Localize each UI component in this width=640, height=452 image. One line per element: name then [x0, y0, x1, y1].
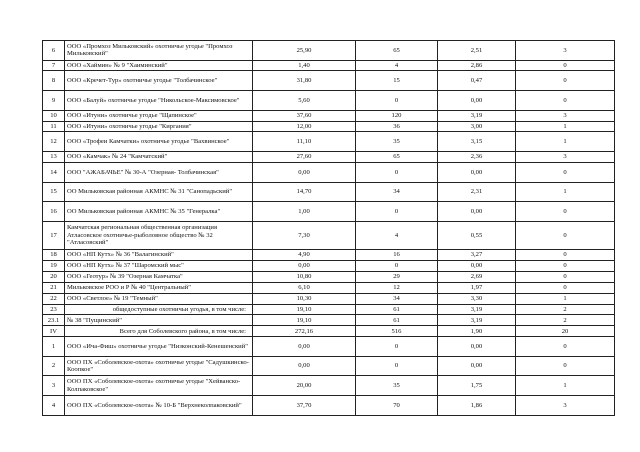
row-density: 0,00	[438, 162, 516, 182]
row-quota: 0	[516, 337, 615, 357]
row-quota: 0	[516, 91, 615, 111]
row-area: 4,90	[253, 250, 356, 261]
row-name: ООО «Хаймин» № 9 "Хаиминский"	[65, 60, 253, 71]
row-area: 25,90	[253, 41, 356, 61]
row-count: 36	[356, 121, 438, 132]
row-quota: 2	[516, 315, 615, 326]
row-area: 0,00	[253, 356, 356, 376]
row-density: 0,00	[438, 91, 516, 111]
row-density: 0,00	[438, 337, 516, 357]
row-area: 0,00	[253, 162, 356, 182]
table-row	[43, 396, 615, 416]
row-number: 12	[43, 132, 65, 152]
table-row	[43, 221, 615, 249]
row-name: Мильковское РОО и Р № 40 "Центральный"	[65, 282, 253, 293]
row-quota: 3	[516, 110, 615, 121]
row-area: 5,60	[253, 91, 356, 111]
row-density: 0,00	[438, 202, 516, 222]
row-count: 61	[356, 304, 438, 315]
row-quota: 1	[516, 121, 615, 132]
row-name: ООО «НП Кутх» № 37 "Шаромский мыс"	[65, 261, 253, 272]
row-area: 7,30	[253, 221, 356, 249]
row-density: 3,15	[438, 132, 516, 152]
row-number: 19	[43, 261, 65, 272]
table-row	[43, 282, 615, 293]
row-name: ООО "АЖАБАЧЬЕ" № 30-А "Озерная- Толбачинская"	[65, 162, 253, 182]
row-number: 9	[43, 91, 65, 111]
row-name: ООО «НП Кутх» № 36 "Валагинский"	[65, 250, 253, 261]
row-quota: 0	[516, 202, 615, 222]
row-quota: 1	[516, 132, 615, 152]
row-area: 27,60	[253, 152, 356, 163]
row-name: Камчатская региональная общественная организация Атласовское охотничье-рыболовное общество № 32 "Атласовский"	[65, 221, 253, 249]
row-count: 0	[356, 337, 438, 357]
row-number: 1	[43, 337, 65, 357]
row-count: 29	[356, 271, 438, 282]
table-row	[43, 250, 615, 261]
row-name: ООО ПХ «Соболевское-охота» № 10-Б "Верхнеколпаковский"	[65, 396, 253, 416]
row-number: 16	[43, 202, 65, 222]
row-density: 3,19	[438, 304, 516, 315]
row-quota: 0	[516, 356, 615, 376]
row-quota: 1	[516, 182, 615, 202]
row-number: 7	[43, 60, 65, 71]
row-area: 11,10	[253, 132, 356, 152]
row-count: 0	[356, 356, 438, 376]
table-row	[43, 91, 615, 111]
table-row	[43, 261, 615, 272]
row-density: 2,86	[438, 60, 516, 71]
row-density: 2,36	[438, 152, 516, 163]
row-count: 65	[356, 152, 438, 163]
row-area: 1,40	[253, 60, 356, 71]
table-row	[43, 315, 615, 326]
row-area: 0,00	[253, 337, 356, 357]
row-density: 3,19	[438, 110, 516, 121]
row-number: 23.1	[43, 315, 65, 326]
row-area: 12,00	[253, 121, 356, 132]
row-count: 4	[356, 221, 438, 249]
row-quota: 3	[516, 396, 615, 416]
row-quota: 1	[516, 293, 615, 304]
row-area: 1,00	[253, 202, 356, 222]
row-name: ООО «Геотур» № 39 "Озерная Камчатка"	[65, 271, 253, 282]
table-row	[43, 162, 615, 182]
row-name: ООО «Ича-Фиш» охотничье угодье "Низконский-Кенешенский"	[65, 337, 253, 357]
row-area: 6,10	[253, 282, 356, 293]
row-number: 20	[43, 271, 65, 282]
row-density: 3,19	[438, 315, 516, 326]
row-quota: 0	[516, 60, 615, 71]
row-quota: 0	[516, 261, 615, 272]
table-row	[43, 41, 615, 61]
table-row	[43, 376, 615, 396]
row-area: 31,80	[253, 71, 356, 91]
table-row	[43, 202, 615, 222]
row-area: 37,70	[253, 396, 356, 416]
row-area: 272,16	[253, 326, 356, 337]
table-row	[43, 326, 615, 337]
table-row	[43, 293, 615, 304]
row-name: ООО «Итуни» охотничье угодье "Щапинское"	[65, 110, 253, 121]
row-count: 0	[356, 162, 438, 182]
row-area: 10,30	[253, 293, 356, 304]
row-number: IV	[43, 326, 65, 337]
row-number: 23	[43, 304, 65, 315]
table-row	[43, 152, 615, 163]
row-name: ООО «Балуй» охотничье угодье "Никольское-Максимовское"	[65, 91, 253, 111]
row-area: 19,10	[253, 304, 356, 315]
row-count: 16	[356, 250, 438, 261]
row-name: ООО «Камчак» № 24 "Камчатский"	[65, 152, 253, 163]
row-number: 11	[43, 121, 65, 132]
row-name: ООО «Промхоз Мильковский» охотничье угодье "Промхоз Мильковский"	[65, 41, 253, 61]
row-count: 34	[356, 293, 438, 304]
row-count: 120	[356, 110, 438, 121]
row-density: 1,97	[438, 282, 516, 293]
row-count: 4	[356, 60, 438, 71]
row-number: 2	[43, 356, 65, 376]
row-density: 1,75	[438, 376, 516, 396]
row-count: 61	[356, 315, 438, 326]
row-quota: 1	[516, 376, 615, 396]
hunting-grounds-table	[42, 40, 615, 416]
row-count: 35	[356, 132, 438, 152]
row-count: 0	[356, 202, 438, 222]
row-density: 3,30	[438, 293, 516, 304]
table-row	[43, 60, 615, 71]
row-density: 1,86	[438, 396, 516, 416]
row-number: 14	[43, 162, 65, 182]
row-number: 4	[43, 396, 65, 416]
row-density: 0,55	[438, 221, 516, 249]
document-sheet	[42, 40, 614, 416]
table-row	[43, 304, 615, 315]
row-density: 0,00	[438, 356, 516, 376]
row-density: 2,31	[438, 182, 516, 202]
row-quota: 0	[516, 271, 615, 282]
row-quota: 3	[516, 152, 615, 163]
row-area: 0,00	[253, 261, 356, 272]
row-area: 37,60	[253, 110, 356, 121]
row-density: 1,90	[438, 326, 516, 337]
row-quota: 0	[516, 71, 615, 91]
row-quota: 0	[516, 221, 615, 249]
row-quota: 2	[516, 304, 615, 315]
row-name: ООО ПХ «Соболевское-охота» охотничье угодье "Хейванско-Колпаковское"	[65, 376, 253, 396]
row-count: 15	[356, 71, 438, 91]
row-density: 2,69	[438, 271, 516, 282]
row-quota: 0	[516, 250, 615, 261]
row-name: ОО Мильковская районная АКМНС № 35 "Генералка"	[65, 202, 253, 222]
row-name: ООО «Итуни» охотничье угодье "Киргания"	[65, 121, 253, 132]
row-number: 8	[43, 71, 65, 91]
row-number: 13	[43, 152, 65, 163]
row-number: 6	[43, 41, 65, 61]
row-density: 0,47	[438, 71, 516, 91]
row-quota: 3	[516, 41, 615, 61]
row-density: 2,51	[438, 41, 516, 61]
row-number: 18	[43, 250, 65, 261]
row-area: 10,80	[253, 271, 356, 282]
table-row	[43, 182, 615, 202]
table-row	[43, 71, 615, 91]
row-count: 70	[356, 396, 438, 416]
table-body	[43, 41, 615, 416]
row-count: 516	[356, 326, 438, 337]
table-row	[43, 132, 615, 152]
row-quota: 20	[516, 326, 615, 337]
row-count: 0	[356, 91, 438, 111]
row-quota: 0	[516, 282, 615, 293]
row-number: 15	[43, 182, 65, 202]
row-area: 14,70	[253, 182, 356, 202]
row-name: ООО «Светлое» № 19 "Темный"	[65, 293, 253, 304]
row-name: ООО «Трофеи Камчатки» охотничье угодье "Вахвинское"	[65, 132, 253, 152]
row-area: 20,00	[253, 376, 356, 396]
row-number: 21	[43, 282, 65, 293]
row-area: 19,10	[253, 315, 356, 326]
row-quota: 0	[516, 162, 615, 182]
table-row	[43, 121, 615, 132]
row-density: 3,27	[438, 250, 516, 261]
row-count: 34	[356, 182, 438, 202]
table-row	[43, 110, 615, 121]
row-number: 10	[43, 110, 65, 121]
table-row	[43, 271, 615, 282]
table-row	[43, 356, 615, 376]
row-density: 0,00	[438, 261, 516, 272]
row-name: ООО «Кречет-Тур» охотничье угодье "Толбачинское"	[65, 71, 253, 91]
row-count: 12	[356, 282, 438, 293]
row-name: ОО Мильковская районная АКМНС № 31 "Санопадьский"	[65, 182, 253, 202]
row-count: 65	[356, 41, 438, 61]
row-number: 22	[43, 293, 65, 304]
row-name: Всего для Соболевского района, в том числе:	[65, 326, 253, 337]
row-number: 17	[43, 221, 65, 249]
row-density: 3,00	[438, 121, 516, 132]
row-name: № 38 "Пущинский"	[65, 315, 253, 326]
row-number: 3	[43, 376, 65, 396]
row-name: общедоступные охотничьи угодья, в том числе:	[65, 304, 253, 315]
row-count: 0	[356, 261, 438, 272]
row-count: 35	[356, 376, 438, 396]
table-row	[43, 337, 615, 357]
row-name: ООО ПХ «Соболевское-охота» охотничье угодье "Садушкинско-Коопкое"	[65, 356, 253, 376]
